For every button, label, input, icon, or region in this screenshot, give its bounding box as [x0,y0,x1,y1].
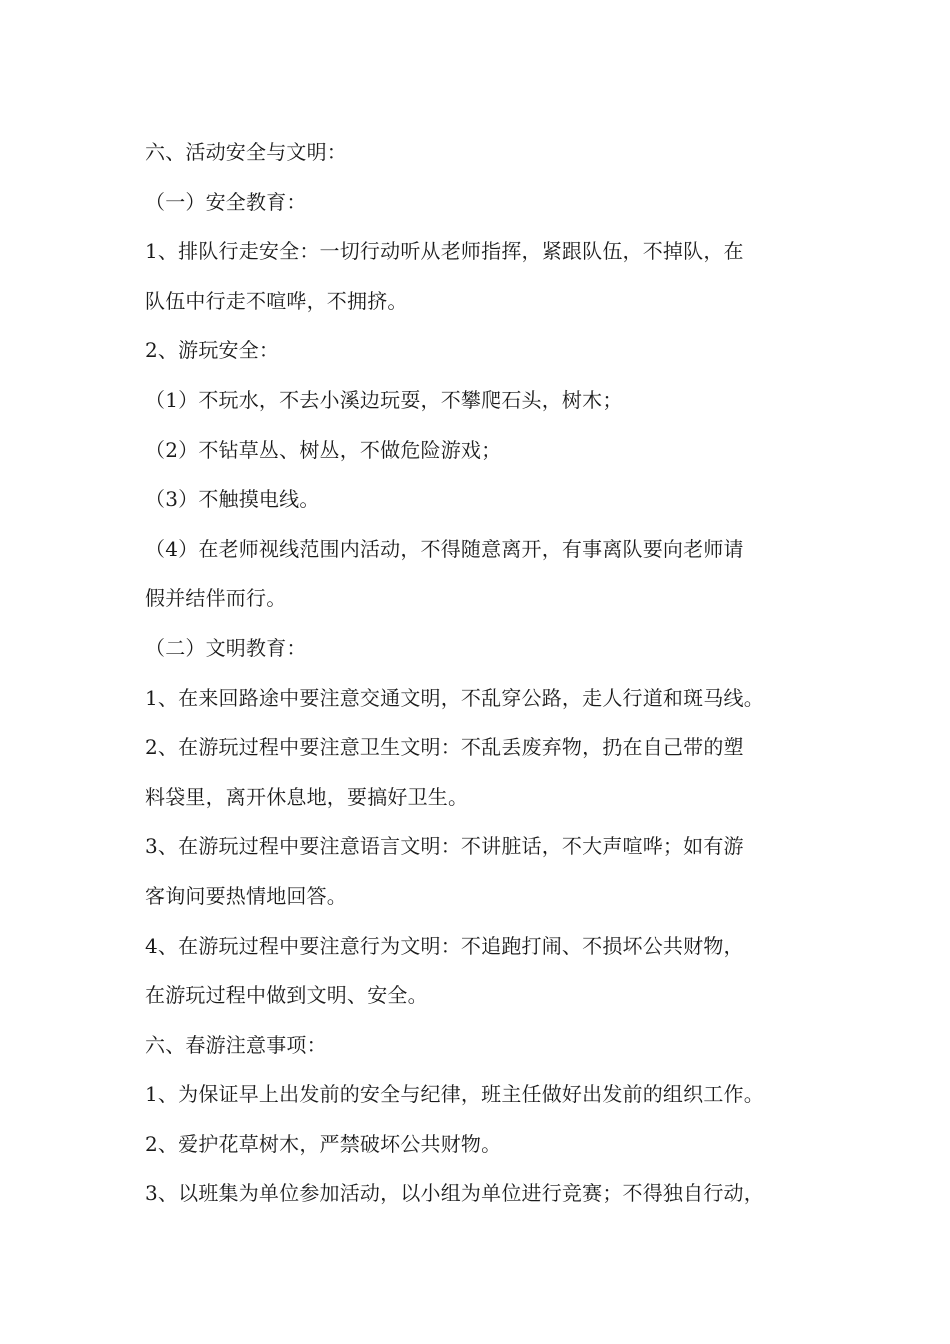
paragraph-line: 1、为保证早上出发前的安全与纪律，班主任做好出发前的组织工作。 [145,1082,764,1107]
paragraph-line: （1）不玩水，不去小溪边玩耍，不攀爬石头，树木； [145,387,623,412]
section-heading-activity-safety: 六、活动安全与文明： [145,140,347,164]
paragraph-line: 2、爱护花草树木，严禁破坏公共财物。 [145,1131,502,1156]
paragraph-line: （2）不钻草丛、树丛，不做危险游戏； [145,437,502,462]
paragraph-line: 假并结伴而行。 [145,586,287,611]
paragraph-line: 4、在游玩过程中要注意行为文明：不追跑打闹、不损坏公共财物， [145,933,744,958]
document-body [145,131,825,1222]
paragraph-line: 客询问要热情地回答。 [145,883,347,908]
paragraph-line: （4）在老师视线范围内活动，不得随意离开，有事离队要向老师请 [145,536,744,561]
paragraph-line: 料袋里，离开休息地，要搞好卫生。 [145,784,469,809]
paragraph-line: 1、在来回路途中要注意交通文明，不乱穿公路，走人行道和斑马线。 [145,685,764,710]
paragraph-line: 在游玩过程中做到文明、安全。 [145,983,428,1008]
subheading-safety-education: （一）安全教育： [145,189,307,214]
paragraph-line: 2、游玩安全： [145,338,280,363]
paragraph-line: 3、以班集为单位参加活动，以小组为单位进行竞赛；不得独自行动， [145,1181,764,1206]
subheading-civility-education: （二）文明教育： [145,635,307,660]
paragraph-line: 1、排队行走安全：一切行动听从老师指挥，紧跟队伍，不掉队，在 [145,239,744,264]
paragraph-line: 队伍中行走不喧哗，不拥挤。 [145,288,408,313]
paragraph-line: （3）不触摸电线。 [145,487,320,512]
paragraph-line: 3、在游玩过程中要注意语言文明：不讲脏话，不大声喧哗；如有游 [145,834,744,859]
paragraph-line: 2、在游玩过程中要注意卫生文明：不乱丢废弃物，扔在自己带的塑 [145,735,744,760]
section-heading-spring-outing-notes: 六、春游注意事项： [145,1032,327,1057]
